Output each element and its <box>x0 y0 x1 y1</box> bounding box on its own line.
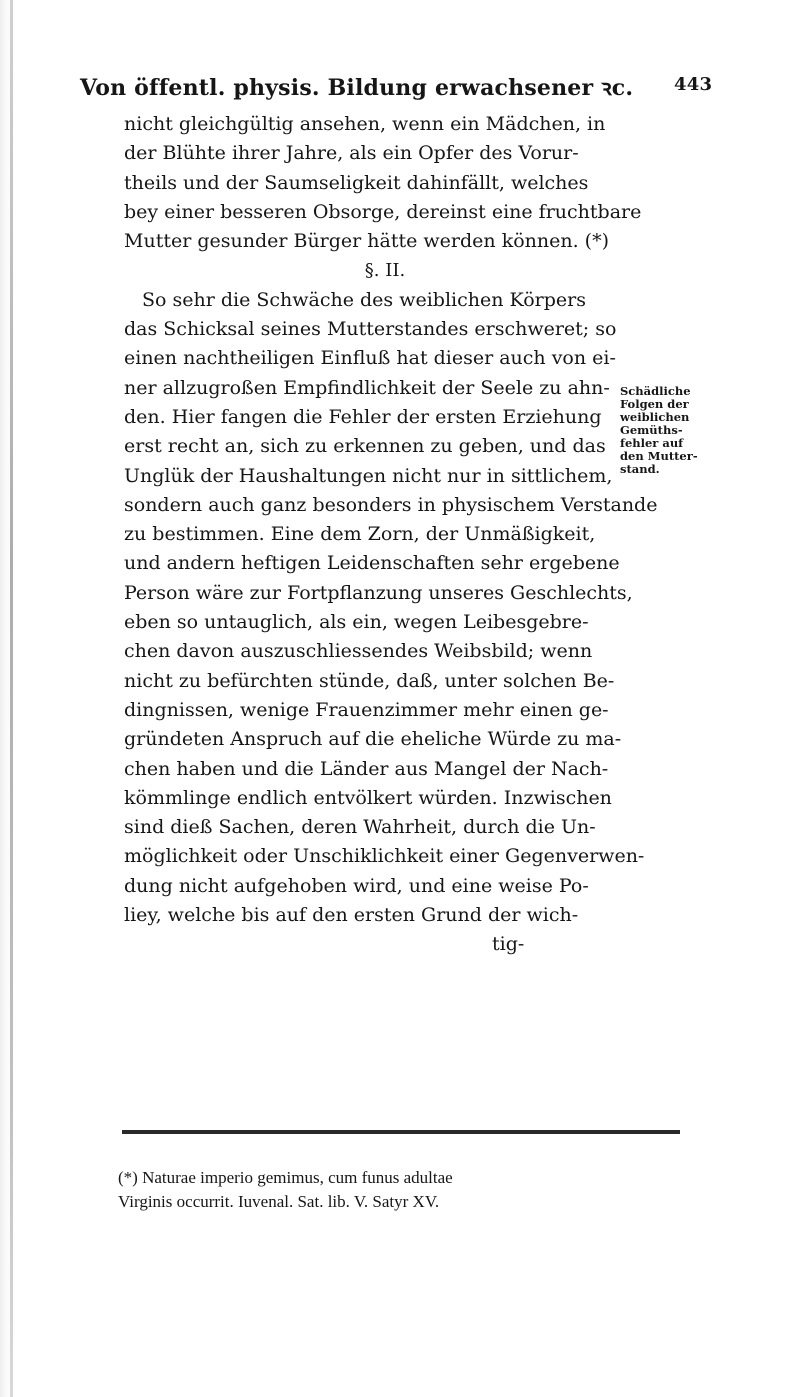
footnote-line: (*) Naturae imperio gemimus, cum funus adultae <box>118 1168 453 1187</box>
text-line: bey einer besseren Obsorge, dereinst eine fruchtbare <box>124 200 642 223</box>
footnote <box>118 1166 698 1214</box>
text-line: dingnissen, wenige Frauenzimmer mehr einen ge- <box>124 698 609 721</box>
text-line: und andern heftigen Leidenschaften sehr ergebene <box>124 552 620 575</box>
margin-note-line: den Mutter- <box>620 449 698 463</box>
margin-note-line: Schädliche <box>620 384 691 398</box>
text-line: einen nachtheiligen Einfluß hat dieser auch von ei- <box>124 347 616 370</box>
footnote-line: Virginis occurrit. Iuvenal. Sat. lib. V. Satyr XV. <box>118 1192 440 1211</box>
running-title: Von öffentl. physis. Bildung erwachsener ꝛc. <box>80 75 634 101</box>
page-header <box>80 66 720 106</box>
text-line: erst recht an, sich zu erkennen zu geben, und das <box>124 435 606 458</box>
margin-note-line: weiblichen <box>620 410 690 424</box>
binding-gutter <box>10 0 13 1397</box>
section-heading: §. II. <box>364 260 406 282</box>
footnote-divider <box>122 1130 680 1134</box>
text-line: eben so untauglich, als ein, wegen Leibesgebre- <box>124 611 589 634</box>
page-number: 443 <box>674 74 713 95</box>
text-line: möglichkeit oder Unschiklichkeit einer Gegenverwen- <box>124 845 645 868</box>
text-line: Mutter gesunder Bürger hätte werden können. (*) <box>124 230 610 253</box>
margin-note-line: stand. <box>620 462 660 476</box>
text-line: Person wäre zur Fortpflanzung unseres Geschlechts, <box>124 581 633 604</box>
margin-note-line: Folgen der <box>620 397 689 411</box>
text-line: gründeten Anspruch auf die eheliche Würde zu ma- <box>124 728 622 751</box>
text-line: Unglük der Haushaltungen nicht nur in sittlichem, <box>124 464 613 487</box>
margin-note-line: Gemüths- <box>620 423 683 437</box>
text-line: den. Hier fangen die Fehler der ersten Erziehung <box>124 405 602 428</box>
text-line: der Blühte ihrer Jahre, als ein Opfer des Vorur- <box>124 142 579 165</box>
text-line: sind dieß Sachen, deren Wahrheit, durch die Un- <box>124 816 596 839</box>
text-line: kömmlinge endlich entvölkert würden. Inzwischen <box>124 786 612 809</box>
text-line: nicht zu befürchten stünde, daß, unter solchen Be- <box>124 669 615 692</box>
text-line: So sehr die Schwäche des weiblichen Körpers <box>142 288 586 311</box>
text-line: theils und der Saumseligkeit dahinfällt, welches <box>124 171 589 194</box>
text-line: chen davon auszuschliessendes Weibsbild; wenn <box>124 640 593 663</box>
text-line: ner allzugroßen Empfindlichkeit der Seele zu ahn- <box>124 376 610 399</box>
text-line: chen haben und die Länder aus Mangel der Nach- <box>124 757 609 780</box>
text-line: sondern auch ganz besonders in physischem Verstande <box>124 493 658 516</box>
margin-note-line: fehler auf <box>620 436 684 450</box>
text-line: dung nicht aufgehoben wird, und eine weise Po- <box>124 874 589 897</box>
text-line: zu bestimmen. Eine dem Zorn, der Unmäßigkeit, <box>124 523 596 546</box>
text-line: liey, welche bis auf den ersten Grund der wich- <box>124 904 579 927</box>
text-line: nicht gleichgültig ansehen, wenn ein Mädchen, in <box>124 113 606 135</box>
catchword: tig- <box>492 933 525 956</box>
margin-note <box>620 385 704 476</box>
text-line: das Schicksal seines Mutterstandes erschweret; so <box>124 318 617 341</box>
